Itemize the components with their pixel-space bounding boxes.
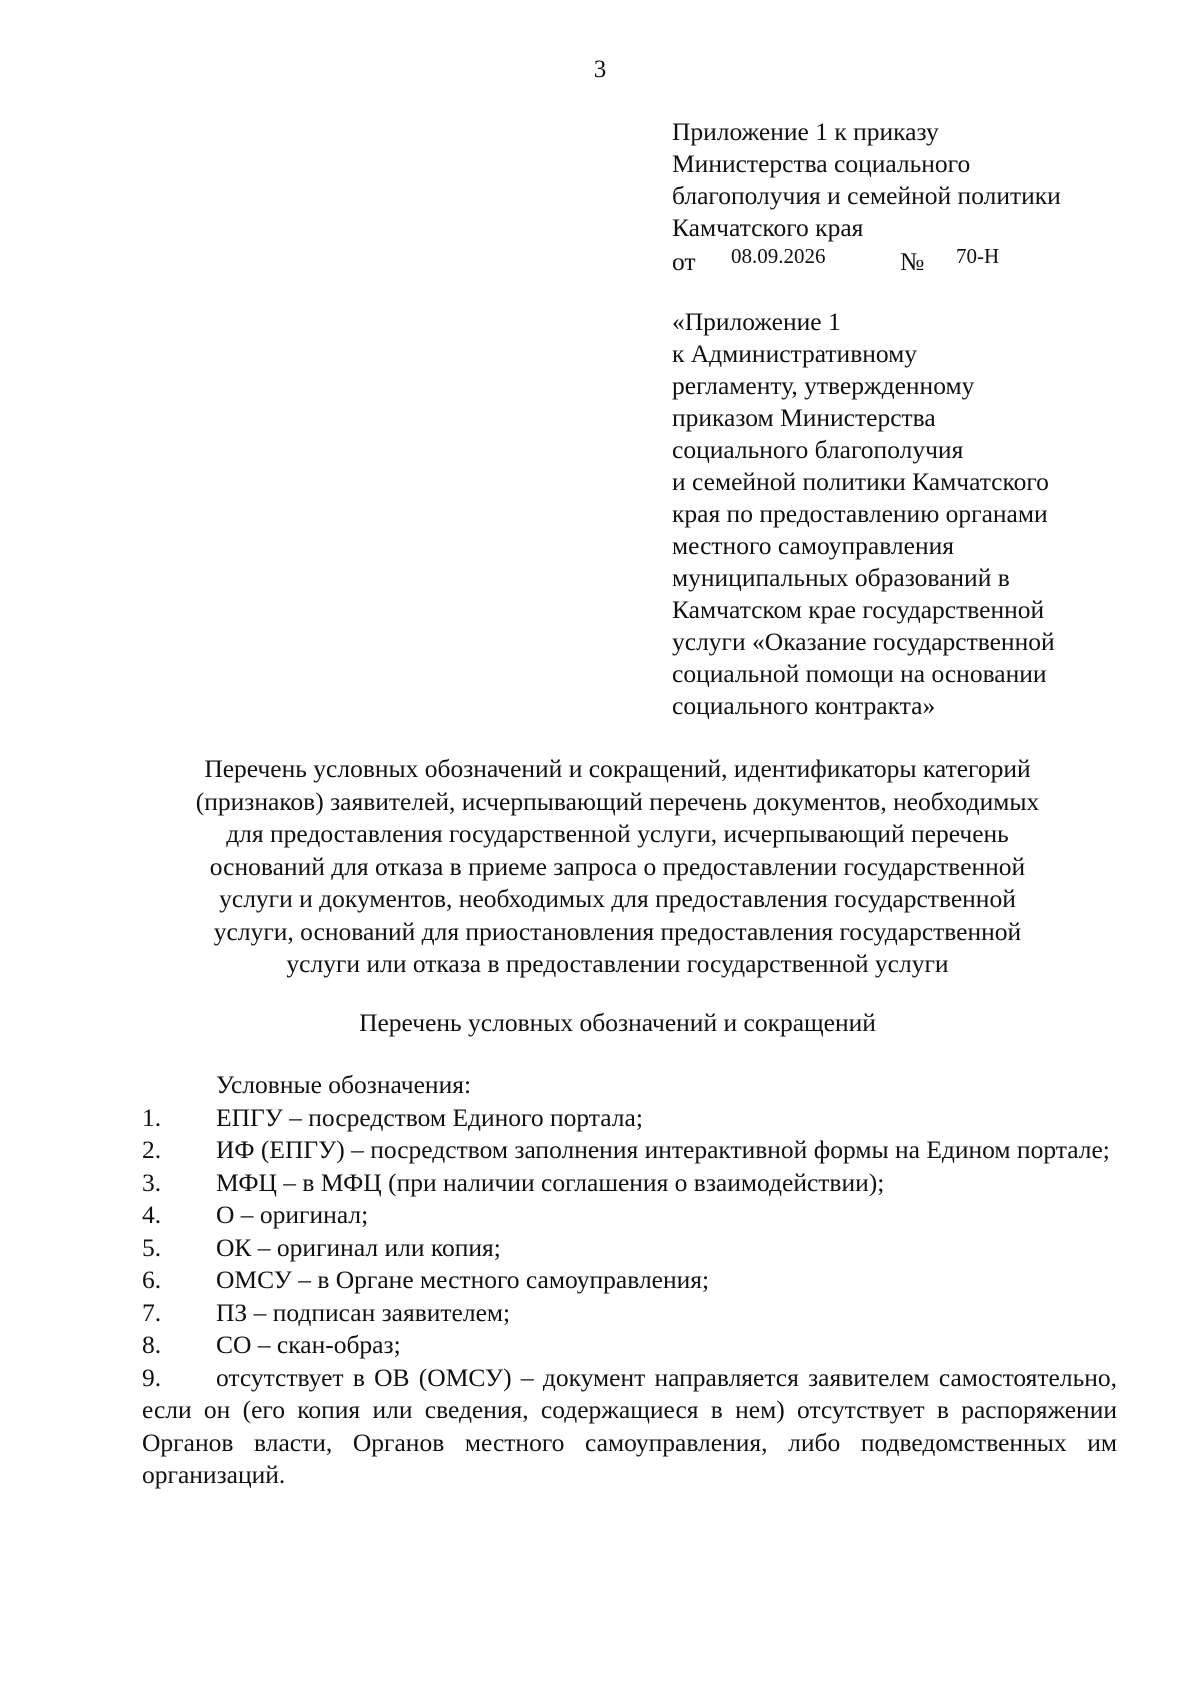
appendix-quote-line: «Приложение 1 xyxy=(672,307,841,336)
main-title-line: услуги, оснований для приостановления предоставления государственной xyxy=(213,916,1022,946)
appendix-quote-line: регламенту, утвержденному xyxy=(672,371,975,400)
appendix-quote-line: социальной помощи на основании xyxy=(672,659,1047,688)
list-item xyxy=(142,1199,1117,1232)
list-item-text: отсутствует в ОВ (ОМСУ) – документ направляется заявителем самостоятельно, если он (его копия или сведения, содержащиеся в нем) отсутствует в распоряжении Органов власти, Органов местного самоуправления, либо подведомственных им организаций. xyxy=(142,1362,1117,1489)
list-item xyxy=(142,1297,1117,1330)
page-number: 3 xyxy=(593,56,607,83)
appendix-quote-line: приказом Министерства xyxy=(672,403,936,432)
list-item-text: ОМСУ – в Органе местного самоуправления; xyxy=(216,1265,710,1294)
legend-heading: Условные обозначения: xyxy=(216,1070,472,1099)
main-title-line: оснований для отказа в приеме запроса о предоставлении государственной xyxy=(209,851,1026,881)
list-item xyxy=(142,1329,1117,1362)
appendix-quote-line: социального контракта» xyxy=(672,691,936,720)
list-item-number: 7. xyxy=(142,1297,162,1327)
appendix-quote-line: услуги «Оказание государственной xyxy=(672,627,1055,656)
list-item-number: 5. xyxy=(142,1232,162,1262)
main-title-line: Перечень условных обозначений и сокращений, идентификаторы категорий xyxy=(204,754,1031,783)
order-date: 08.09.2026 xyxy=(731,244,826,268)
appendix-quote-line: края по предоставлению органами xyxy=(672,499,1048,528)
main-title-line: услуги или отказа в предоставлении государственной услуги xyxy=(286,949,949,978)
appendix-header-line: Приложение 1 к приказу xyxy=(672,117,939,146)
list-item xyxy=(142,1264,1117,1297)
appendix-quote-line: Камчатском крае государственной xyxy=(672,595,1045,624)
list-item-text: ПЗ – подписан заявителем; xyxy=(216,1297,511,1327)
list-item-text: СО – скан-образ; xyxy=(216,1330,401,1359)
appendix-quote-line: социального благополучия xyxy=(672,435,964,464)
list-item-number: 9. xyxy=(142,1362,162,1392)
appendix-quote-line: местного самоуправления xyxy=(672,531,954,560)
list-item xyxy=(142,1362,1117,1492)
list-item-number: 6. xyxy=(142,1265,162,1294)
list-item-number: 8. xyxy=(142,1330,162,1359)
appendix-header-line: Камчатского края xyxy=(672,213,864,242)
main-title-line: для предоставления государственной услуги, исчерпывающий перечень xyxy=(226,819,1009,848)
main-title-line: услуги и документов, необходимых для предоставления государственной xyxy=(219,884,1016,913)
main-title xyxy=(130,753,1105,981)
section-subtitle: Перечень условных обозначений и сокращений xyxy=(359,1008,876,1037)
appendix-quote-line: муниципальных образований в xyxy=(672,563,1010,592)
main-title-line: (признаков) заявителей, исчерпывающий перечень документов, необходимых xyxy=(195,786,1040,816)
list-item xyxy=(142,1102,1117,1135)
list-item-number: 1. xyxy=(142,1102,162,1132)
appendix-header-line: Министерства социального xyxy=(672,149,971,178)
list-item xyxy=(142,1232,1117,1265)
list-item-text: О – оригинал; xyxy=(216,1200,369,1229)
list-item-text: МФЦ – в МФЦ (при наличии соглашения о взаимодействии); xyxy=(216,1167,885,1197)
list-item-text: ЕПГУ – посредством Единого портала; xyxy=(216,1102,643,1132)
appendix-header-line: благополучия и семейной политики xyxy=(672,181,1061,210)
list-item-text: ИФ (ЕПГУ) – посредством заполнения интерактивной формы на Едином портале; xyxy=(216,1135,1110,1164)
appendix-header xyxy=(672,116,1061,276)
list-item-text: ОК – оригинал или копия; xyxy=(216,1232,501,1262)
list-item-number: 3. xyxy=(142,1167,162,1197)
appendix-quote-line: к Административному xyxy=(672,339,918,368)
legend-list xyxy=(142,1069,1117,1492)
list-item xyxy=(142,1134,1117,1167)
order-date-line xyxy=(672,244,1061,276)
appendix-quote-line: и семейной политики Камчатского xyxy=(672,467,1049,496)
from-label: от xyxy=(672,247,696,276)
appendix-quote xyxy=(672,306,1055,722)
list-item xyxy=(142,1167,1117,1200)
list-item-number: 4. xyxy=(142,1200,162,1229)
order-number: 70-Н xyxy=(956,244,1000,268)
number-sign: № xyxy=(900,247,925,276)
list-item-number: 2. xyxy=(142,1135,162,1164)
